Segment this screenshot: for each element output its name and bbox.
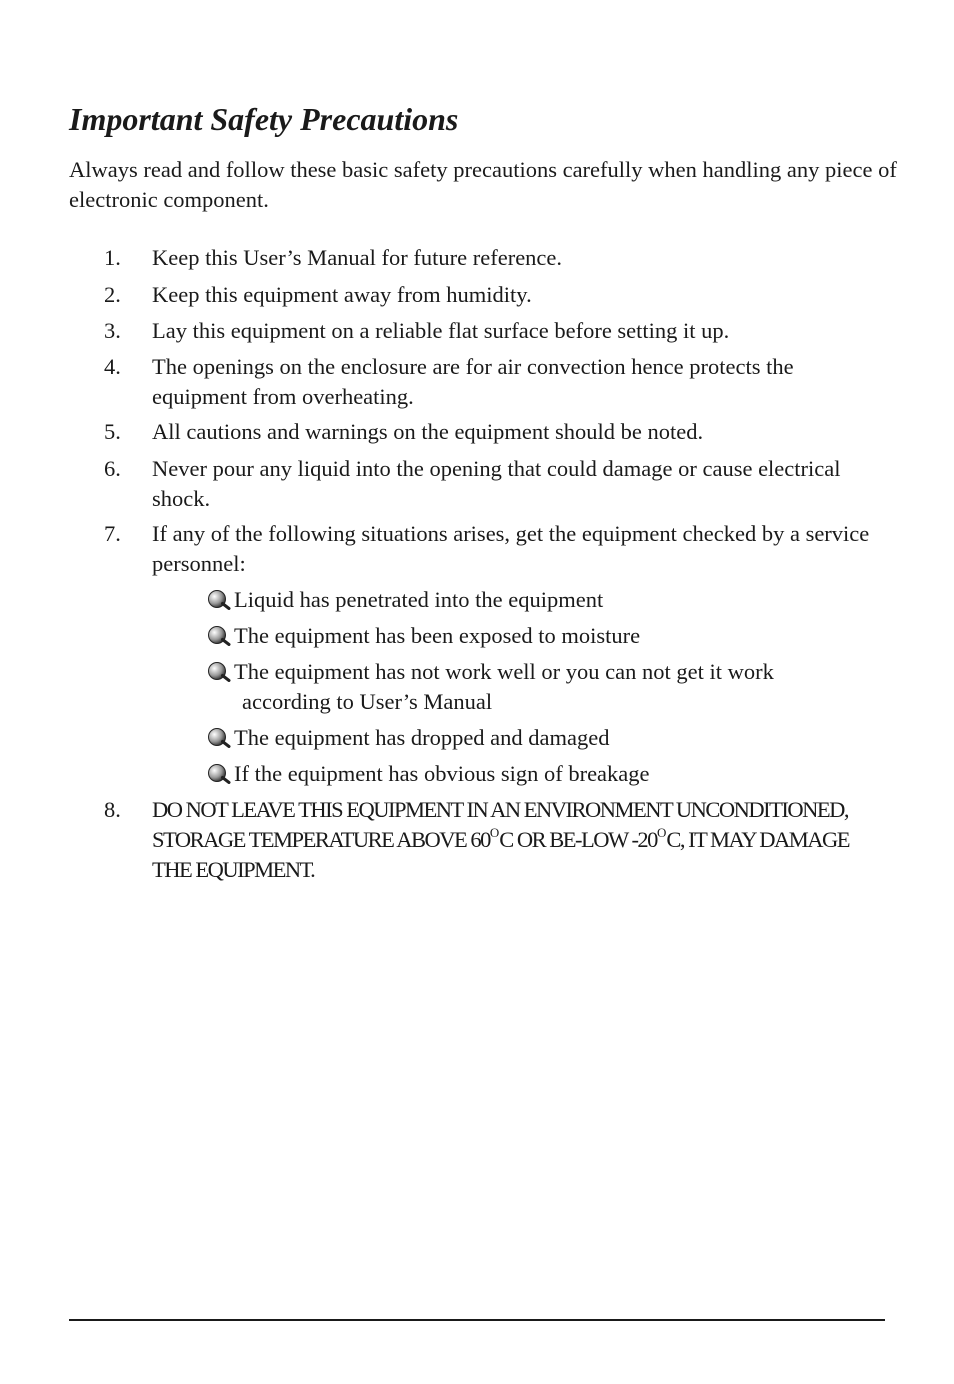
magnifier-bullet-icon [207,763,232,784]
page-title: Important Safety Precautions [69,101,459,137]
degree-superscript: O [656,825,667,840]
list-item-number: 1. [104,245,121,270]
sub-list-item [207,621,847,651]
sub-list-item-text-continued: according to User’s Manual [242,689,493,714]
list-item-text: Lay this equipment on a reliable flat surface before setting it up. [152,318,730,343]
sub-list-item [207,657,847,717]
sub-list-item-text: Liquid has penetrated into the equipment [234,587,604,612]
footer-divider [69,1319,885,1321]
list-item-text: The openings on the enclosure are for air convection hence protects the equipment from overheating. [152,354,794,409]
magnifier-bullet-icon [207,625,232,646]
list-item-text: If any of the following situations arises, get the equipment checked by a service personnel: [152,521,870,576]
list-item-text: Keep this equipment away from humidity. [152,282,532,307]
list-item-number: 3. [104,318,121,343]
list-item-text: Never pour any liquid into the opening that could damage or cause electrical shock. [152,456,841,511]
degree-superscript: O [489,825,500,840]
sub-list-item-text: The equipment has dropped and damaged [234,725,610,750]
list-item-text: Keep this User’s Manual for future reference. [152,245,563,270]
list-item-number: 7. [104,521,121,546]
sub-list-item-text: The equipment has not work well or you can not get it work [234,659,774,684]
warning-text-part: C OR BE-LOW -20 [499,827,657,852]
warning-text-part: C, IT MAY DAMAGE THE EQUIPMENT. [152,827,850,882]
sub-list-item-text: If the equipment has obvious sign of breakage [234,761,650,786]
list-item-number: 6. [104,456,121,481]
list-item-number: 4. [104,354,121,379]
warning-text-part: DO NOT LEAVE THIS EQUIPMENT IN AN ENVIRONMENT UNCONDITIONED, STORAGE TEMPERATURE ABOVE 60 [152,797,849,852]
sub-list-item [207,759,847,789]
list-item-number: 2. [104,282,121,307]
sub-list-item [207,585,847,615]
sub-list-item [207,723,847,753]
list-item-text: All cautions and warnings on the equipment should be noted. [152,419,704,444]
magnifier-bullet-icon [207,727,232,748]
list-item-number: 5. [104,419,121,444]
intro-paragraph: Always read and follow these basic safety precautions carefully when handling any piece of electronic component. [69,157,897,212]
list-item-number: 8. [104,797,121,822]
sub-list-item-text: The equipment has been exposed to moisture [234,623,641,648]
magnifier-bullet-icon [207,661,232,682]
storage-warning-text [152,795,872,885]
magnifier-bullet-icon [207,589,232,610]
